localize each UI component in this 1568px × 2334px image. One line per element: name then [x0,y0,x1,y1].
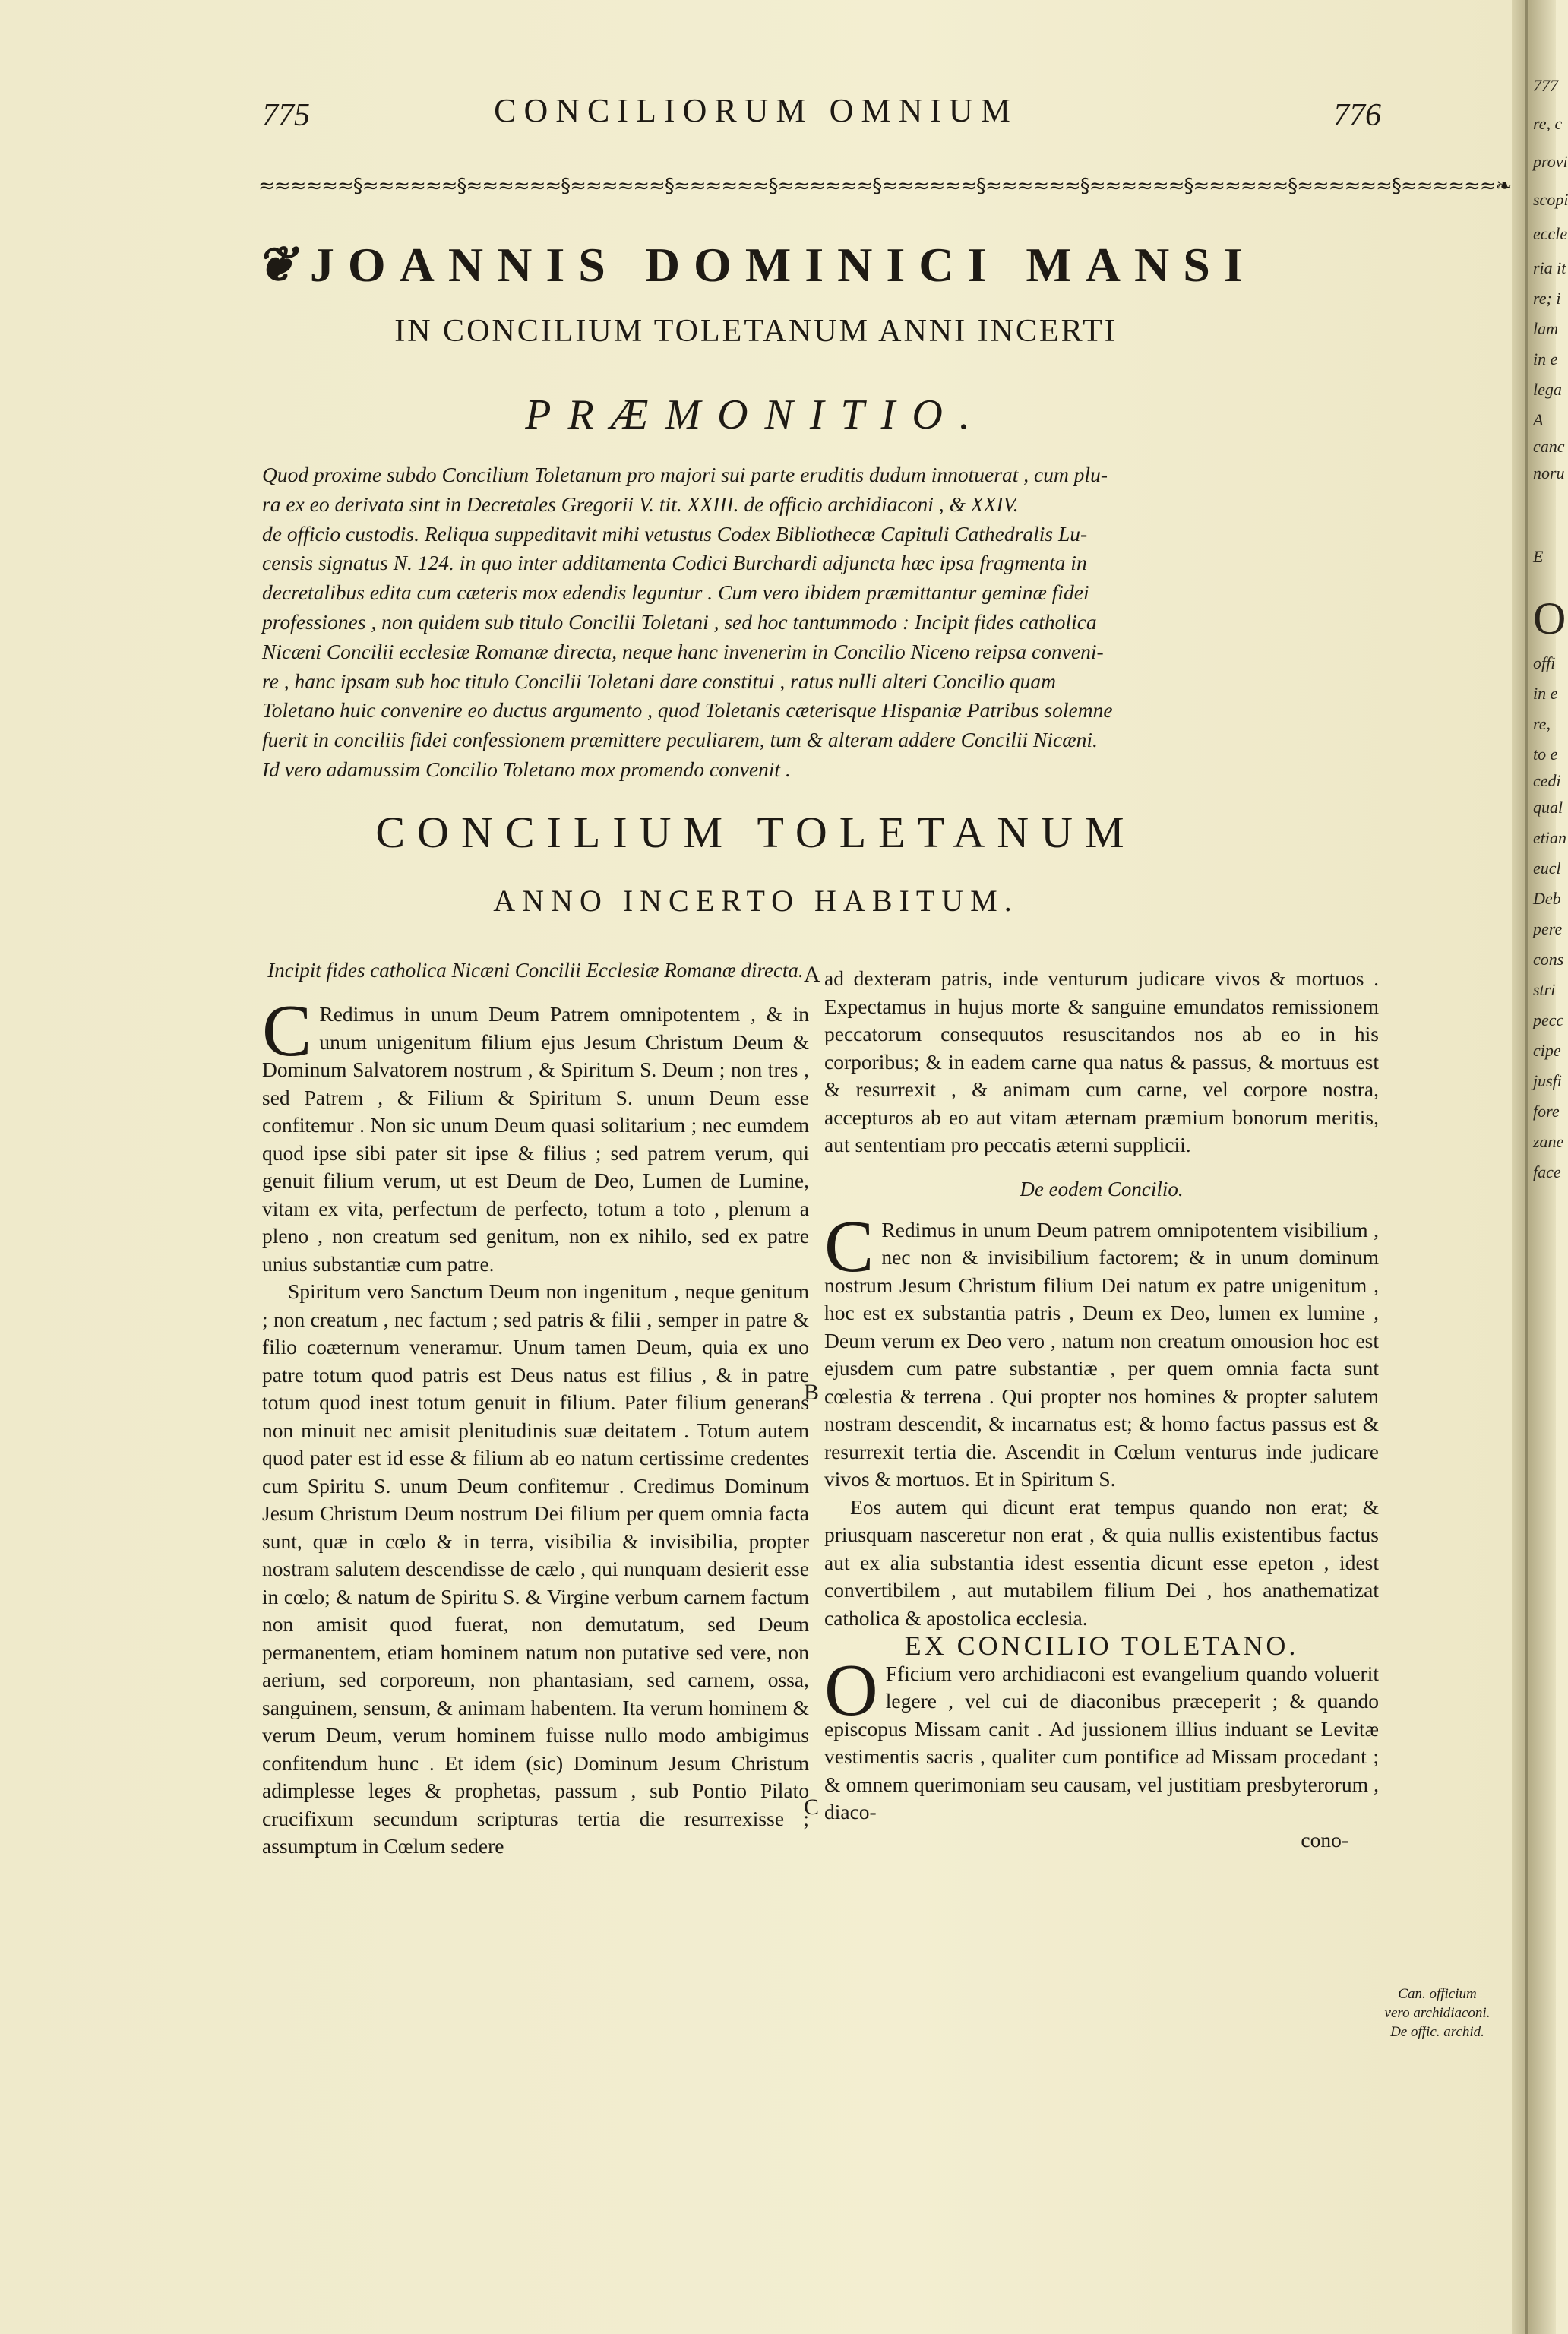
preface-text [262,460,1386,785]
adjacent-fragment: pere [1533,919,1563,938]
drop-cap: C [824,1205,874,1288]
right-column [824,965,1379,1854]
adjacent-fragment: O [1533,593,1566,644]
anathema-paragraph: Eos autem qui dicunt erat tempus quando non erat; & priusquam nasceretur non erat , & quia nullis existentibus factus aut ex alia substantia idest essentia dicunt esse epeton , idest convertibilem , aut mutabilem filium Dei , hos anathematizat catholica & apostolica ecclesia. [824,1494,1379,1630]
adjacent-fragment: lam [1533,319,1558,338]
preface-line: decretalibus edita cum cæteris mox edendis leguntur . Cum vero ibidem præmittantur geminæ fidei [262,580,1089,605]
adjacent-fragment: scopi [1533,190,1568,209]
drop-cap: O [824,1649,878,1732]
author-name: JOANNIS DOMINICI MANSI [309,238,1257,292]
page-fold [1525,0,1528,2334]
creed-paragraph: C Redimus in unum Deum Patrem omnipotentem , & in unum unigenitum filium ejus Jesum Christum Deum & Dominum Salvatorem nostrum , & Spiritum S. Deum ; non tres , sed Patrem , & Filium & Spiritum S. unum Deum esse confitemur . Non sic unum Deum quasi solitarium ; nec eumdem quod ipse sibi pater sit ipse & filius ; sed patrem verum, qui genuit filium verum, ut est Deum de Deo, Lumen de Lumine, vitam ex vita, perfectum de perfecto, totum a toto , plenum a pleno , non creatum sed genitum, non ex nihilo, sed ex patre unius substantiæ cum patre. [262,990,809,1276]
adjacent-fragment: ria it [1533,258,1566,277]
marginal-note: Can. officium vero archidiaconi. De offic. archid. [1384,1986,1491,2040]
adjacent-fragment: Deb [1533,889,1561,908]
adjacent-fragment: 777 [1533,76,1558,95]
adjacent-fragment: cons [1533,950,1564,969]
preface-line: professiones , non quidem sub titulo Concilii Toletani , sed hoc tantummodo : Incipit fides catholica [262,609,1097,634]
decorative-rule: ≈≈≈≈≈≈§≈≈≈≈≈≈§≈≈≈≈≈≈§≈≈≈≈≈≈§≈≈≈≈≈≈§≈≈≈≈≈≈§≈≈≈≈≈≈§≈≈≈≈≈≈§≈≈≈≈≈≈§≈≈≈≈≈≈§≈≈≈≈≈≈§≈≈≈≈≈≈❧ [258,175,1512,198]
fleuron-icon: ❦ [255,238,296,292]
preface-line: ra ex eo derivata sint in Decretales Gregorii V. tit. XXIII. de officio archidiaconi , & XXIV. [262,492,1019,516]
running-title: CONCILIORUM OMNIUM [494,92,1018,129]
adjacent-fragment: in e [1533,349,1558,368]
page-number-right: 776 [1333,98,1381,133]
section-heading: EX CONCILIO TOLETANO. [904,1630,1299,1661]
creed-paragraph: C Redimus in unum Deum patrem omnipotentem visibilium , nec non & invisibilium factorem; & in unum dominum nostrum Jesum Christum filium Dei natum ex patre unigenitum , hoc est ex substantia patris , Deum ex Deo, lumen ex lumine , Deum verum ex Deo vero , natum non creatum omousion hoc est ejusdem cum patre substantiæ , per quem omnia facta sunt cœlestia & terrena . Qui propter nos homines & propter salutem nostram descendit, & incarnatus est; & homo factus passus est & resurrexit tertia die. Ascendit in Cœlum venturus inde judicare vivos & mortuos. Et in Spiritum S. [824,1205,1379,1491]
adjacent-fragment: fore [1533,1102,1560,1121]
catchword: cono- [1301,1827,1348,1852]
left-column [262,957,809,1861]
adjacent-fragment: in e [1533,684,1558,703]
preface-line: de officio custodis. Reliqua suppeditavit mihi vetustus Codex Bibliothecæ Capituli Cathedralis Lu- [262,521,1088,546]
adjacent-fragment: cedi [1533,771,1561,790]
creed-paragraph: Spiritum vero Sanctum Deum non ingenitum , neque genitum ; non creatum , nec factum ; sed patris & filii , semper in patre & filio coæternum veneramur. Unum tamen Deum, quia ex uno patre totum quod patris est Deus natus est filius , & in patre totum quod inest totum genuit in filium. Pater filium generans non minuit nec amisit plenitudinis suæ deitatem . Totum autem quod pater est id esse & filium ab eo natum certissime credentes cum Spiritu S. unum Deum confitemur . Credimus Dominum Jesum Christum Deum nostrum Dei filium per quem omnia facta sunt, quæ in cœlo & in terra, visibilia & invisibilia, propter nostram salutem descendisse de cælo , qui nunquam desierit esse in cœlo; & natum de Spiritu S. & Virgine verbum carnem factum non amisit quod fuerat, non demutatum, sed Deum permanentem, etiam hominem natum non putative sed vere, non aerium, sed corporeum, non phantasiam, sed carnem, ossa, sanguinem, sensum, & animam habentem. Ita verum hominem & verum Deum, verum hominem fuisse nullo modo ambigimus confitendum hunc . Et idem (sic) Dominum Jesum Christum adimplesse leges & prophetas, passum , sub Pontio Pilato crucifixum secundum scripturas tertia die resurrexisse ; assumptum in Cœlum sedere [262,1279,809,1858]
preface-line: re , hanc ipsam sub hoc titulo Concilii Toletani dare constitui , ratus nulli alteri Concilio quam [262,669,1056,693]
adjacent-fragment: lega [1533,380,1562,399]
page-number-left: 775 [262,98,310,133]
margin-letter-c: C [804,1795,820,1820]
adjacent-fragment: eccle [1533,224,1568,243]
adjacent-fragment: A [1533,410,1544,429]
praemonitio-heading: PRÆMONITIO. [525,391,987,438]
adjacent-fragment: eucl [1533,859,1561,878]
right-column-heading: De eodem Concilio. [1020,1177,1184,1200]
adjacent-fragment: qual [1533,798,1563,817]
adjacent-fragment: pecc [1533,1010,1564,1029]
adjacent-fragment: re; i [1533,289,1561,308]
adjacent-fragment: jusfi [1533,1071,1562,1090]
preface-line: Toletano huic convenire eo ductus argumento , quod Toletanis cæterisque Hispaniæ Patribus solemne [262,698,1113,723]
adjacent-fragment: etian [1533,828,1566,847]
adjacent-page-edge [1512,0,1568,2334]
adjacent-fragment: canc [1533,437,1565,456]
author-title [0,237,1512,293]
council-heading: CONCILIUM TOLETANUM [375,808,1136,857]
adjacent-fragment: to e [1533,745,1558,764]
adjacent-fragment: E [1533,547,1544,566]
preface-line: Id vero adamussim Concilio Toletano mox promendo convenit . [262,757,791,781]
adjacent-fragment: face [1533,1162,1561,1181]
section-subtitle: IN CONCILIUM TOLETANUM ANNI INCERTI [394,314,1118,349]
creed-paragraph: ad dexteram patris, inde venturum judicare vivos & mortuos . Expectamus in hujus morte & sanguine emundatos remissionem peccatorum consequutos resuscitandos nos ab eo in his corporibus; & in eadem carne qua natus & passus, & mortuus est & resurrexit , & animam cum carne, vel corpore nostra, accepturos ab eo aut vitam æternam præmium bonorum meritis, aut sententiam pro peccatis æterni supplicii. [824,966,1379,1156]
adjacent-fragment: stri [1533,980,1556,999]
adjacent-fragment: re, c [1533,114,1563,133]
council-subheading: ANNO INCERTO HABITUM. [493,884,1019,918]
preface-line: Quod proxime subdo Concilium Toletanum pro majori sui parte eruditis dudum innotuerat , cum plu- [262,463,1108,486]
canon-paragraph: O Fficium vero archidiaconi est evangelium quando voluerit legere , vel cui de diaconibus præceperit ; & quando episcopus Missam canit . Ad jussionem illius induant se Levitæ vestimentis sacris , qualiter cum pontifice ad Missam procedant ; & omnem querimoniam seu causam, vel justitiam presbyterorum , diaco- [824,1649,1379,1823]
left-column-heading: Incipit fides catholica Nicæni Concilii Ecclesiæ Romanæ directa. [267,959,804,982]
adjacent-fragment: cipe [1533,1041,1561,1060]
adjacent-fragment: zane [1533,1132,1564,1151]
margin-letter-a: A [804,962,820,987]
preface-line: Nicæni Concilii ecclesiæ Romanæ directa, neque hanc invenerim in Concilio Niceno reipsa conveni- [262,639,1104,663]
adjacent-fragment: noru [1533,463,1565,482]
margin-letter-b: B [804,1380,820,1405]
adjacent-fragment: re, [1533,714,1551,733]
adjacent-fragment: provi [1533,152,1568,171]
drop-cap: C [262,990,312,1072]
preface-line: fuerit in conciliis fidei confessionem præmittere peculiarem, tum & alteram addere Concilii Nicæni. [262,728,1098,752]
preface-line: censis signatus N. 124. in quo inter additamenta Codici Burchardi adjuncta hæc ipsa fragmenta in [262,551,1087,575]
adjacent-fragment: offi [1533,653,1556,672]
